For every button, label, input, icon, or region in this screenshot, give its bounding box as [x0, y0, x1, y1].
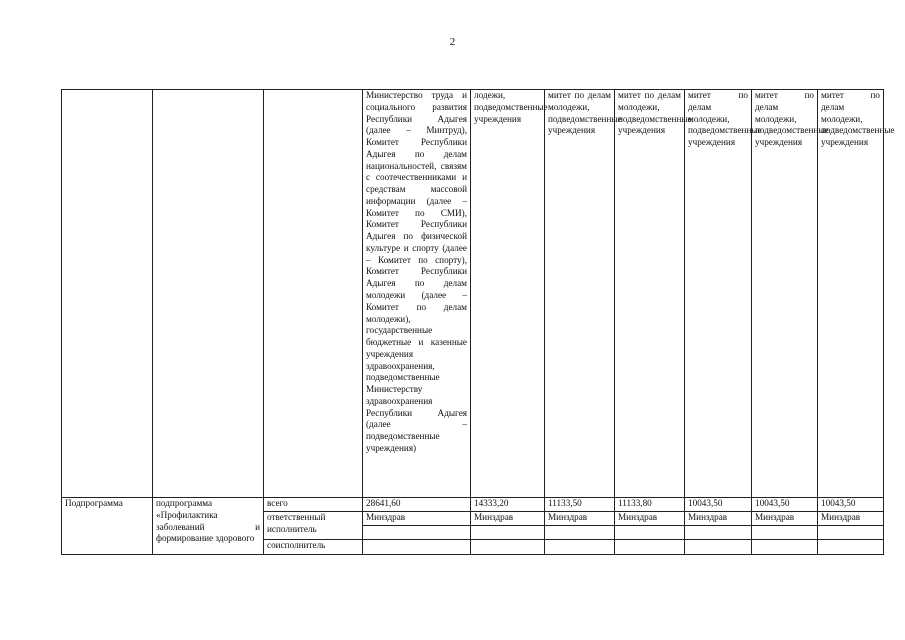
value-cell [818, 540, 884, 555]
value-cell [363, 526, 471, 540]
subprogram-label: Подпрограмма [62, 498, 153, 555]
empty-cell [153, 90, 264, 498]
value-cell: Минздрав [615, 512, 685, 526]
value-cell [685, 526, 752, 540]
value-cell: 11133,80 [615, 498, 685, 512]
value-cell [752, 526, 818, 540]
empty-cell [62, 90, 153, 498]
value-cell: Минздрав [545, 512, 615, 526]
continuation-row [62, 90, 884, 498]
value-cell: 10043,50 [818, 498, 884, 512]
executors-cell: митет по делам молодежи, подведомственные учреждения [752, 90, 818, 498]
row-kind: соисполнитель [264, 540, 363, 555]
value-cell: 14333,20 [471, 498, 545, 512]
executors-cell: митет по делам молодежи, подведомственные учреждения [545, 90, 615, 498]
empty-cell [264, 90, 363, 498]
value-cell [752, 540, 818, 555]
value-cell [818, 526, 884, 540]
executors-cell: лодежи, подведомственные учреждения [471, 90, 545, 498]
value-cell: 10043,50 [752, 498, 818, 512]
table-row [62, 498, 884, 512]
value-cell [615, 526, 685, 540]
subprogram-name: подпрограмма «Профилактика заболеваний и формирование здорового [153, 498, 264, 555]
value-cell [685, 540, 752, 555]
value-cell: 10043,50 [685, 498, 752, 512]
value-cell: Минздрав [471, 512, 545, 526]
page-number: 2 [449, 36, 456, 48]
executors-cell: митет по делам молодежи, подведомственные учреждения [615, 90, 685, 498]
value-cell [471, 526, 545, 540]
value-cell: 11133,50 [545, 498, 615, 512]
value-cell: Минздрав [752, 512, 818, 526]
value-cell [363, 540, 471, 555]
row-kind: всего [264, 498, 363, 512]
value-cell: 28641,60 [363, 498, 471, 512]
value-cell: Минздрав [818, 512, 884, 526]
value-cell [471, 540, 545, 555]
value-cell: Минздрав [363, 512, 471, 526]
executors-cell: митет по делам молодежи, подведомственные учреждения [818, 90, 884, 498]
value-cell [545, 540, 615, 555]
row-kind: ответственный исполнитель [264, 512, 363, 540]
program-table [61, 89, 895, 555]
value-cell: Минздрав [685, 512, 752, 526]
executors-cell: Министерство труда и социального развития Республики Адыгея (далее – Минтруд), Комитет Республики Адыгея по делам национальностей, связям с соотечественниками и средствам массовой информации (далее – Комитет по СМИ), Комитет Республики Адыгея по физической культуре и спорту (далее – Комитет по спорту), Комитет Республики Адыгея по делам молодежи (далее – Комитет по делам молодежи), государственные бюджетные и казенные учреждения здравоохранения, подведомственные Министерству здравоохранения Республики Адыгея (далее – подведомственные учреждения) [363, 90, 471, 498]
value-cell [615, 540, 685, 555]
executors-cell: митет по делам молодежи, подведомственные учреждения [685, 90, 752, 498]
value-cell [545, 526, 615, 540]
